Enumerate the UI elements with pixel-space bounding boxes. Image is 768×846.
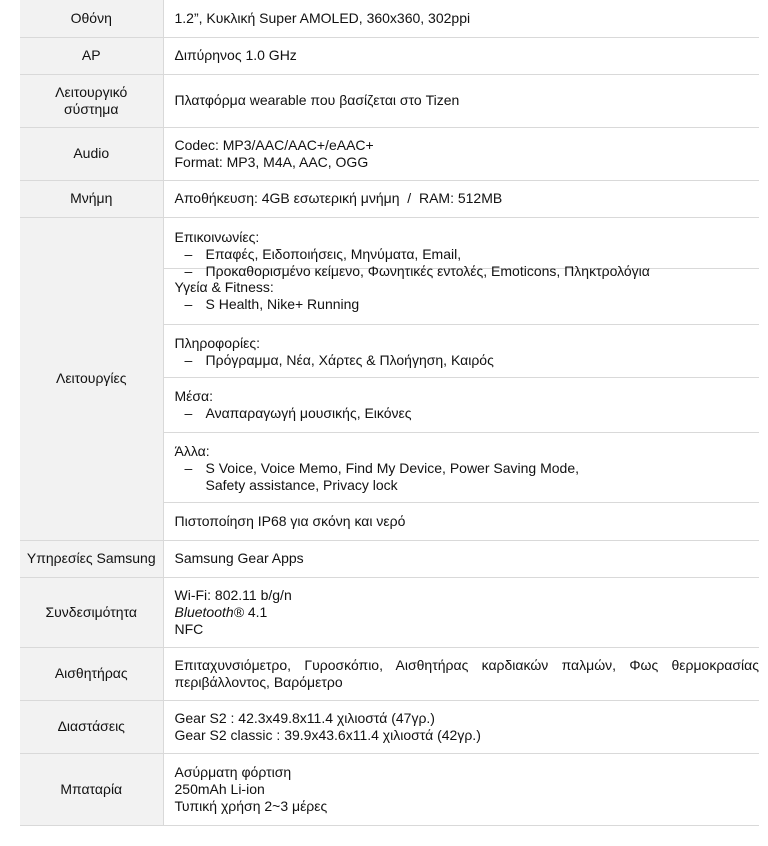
label-features: Λειτουργίες (20, 217, 163, 540)
sensors-text: Επιταχυνσιόμετρο, Γυροσκόπιο, Αισθητήρας καρδιακών παλμών, Φως θερμοκρασίας περιβάλλοντος, Βαρόμετρο (174, 656, 759, 690)
communications-title: Επικοινωνίες: (174, 228, 260, 245)
row-audio (20, 127, 759, 180)
health-title: Υγεία & Fitness: (174, 278, 274, 295)
dash-icon: – (184, 295, 193, 312)
row-os (20, 74, 759, 127)
label-os (20, 74, 163, 127)
dash-icon: – (184, 351, 193, 368)
list-item: – Πρόγραμμα, Νέα, Χάρτες & Πλοήγηση, Καιρός (184, 351, 494, 368)
row-connectivity (20, 577, 759, 647)
value-memory: Αποθήκευση: 4GB εσωτερική μνήμη / RAM: 512MB (163, 180, 759, 217)
list-item: Safety assistance, Privacy lock (205, 476, 398, 493)
value-sensors (163, 647, 759, 700)
row-features (20, 217, 759, 540)
label-display: Οθόνη (20, 0, 163, 37)
info-title: Πληροφορίες: (174, 334, 260, 351)
connectivity-nfc: NFC (174, 620, 204, 637)
row-display (20, 0, 759, 37)
value-dimensions (163, 700, 759, 753)
label-ap: AP (20, 37, 163, 74)
value-battery (163, 753, 759, 825)
label-dimensions: Διαστάσεις (20, 700, 163, 753)
label-memory: Μνήμη (20, 180, 163, 217)
certification-text: Πιστοποίηση IP68 για σκόνη και νερό (174, 512, 406, 529)
list-item: – Προκαθορισμένο κείμενο, Φωνητικές εντολές, Emoticons, Πληκτρολόγια (184, 262, 650, 279)
label-services: Υπηρεσίες Samsung (20, 540, 163, 577)
value-ap: Διπύρηνος 1.0 GHz (163, 37, 759, 74)
list-item: – Αναπαραγωγή μουσικής, Εικόνες (184, 404, 412, 421)
dash-icon: – (184, 262, 193, 279)
list-item: – Επαφές, Ειδοποιήσεις, Μηνύματα, Email, (184, 245, 462, 262)
list-item: – S Voice, Voice Memo, Find My Device, Power Saving Mode, (184, 459, 579, 476)
row-dimensions (20, 700, 759, 753)
value-os: Πλατφόρμα wearable που βασίζεται στο Tizen (163, 74, 759, 127)
row-sensors (20, 647, 759, 700)
value-display: 1.2”, Κυκλική Super AMOLED, 360x360, 302ppi (163, 0, 759, 37)
dash-icon: – (184, 459, 193, 476)
row-memory (20, 180, 759, 217)
features-info (164, 325, 760, 378)
battery-capacity: 250mAh Li-ion (174, 780, 265, 797)
features-media (164, 378, 760, 433)
connectivity-wifi: Wi-Fi: 802.11 b/g/n (174, 586, 292, 603)
audio-codec: Codec: MP3/AAC/AAC+/eAAC+ (174, 136, 374, 153)
label-connectivity: Συνδεσιμότητα (20, 577, 163, 647)
list-item: – S Health, Nike+ Running (184, 295, 360, 312)
label-os-line1: Λειτουργικό (55, 83, 128, 100)
value-connectivity (163, 577, 759, 647)
dimensions-s2: Gear S2 : 42.3x49.8x11.4 χιλιοστά (47γρ.) (174, 709, 435, 726)
features-certification (164, 503, 760, 540)
features-communications (164, 218, 760, 279)
dimensions-s2-classic: Gear S2 classic : 39.9x43.6x11.4 χιλιοστά (42γρ.) (174, 726, 481, 743)
audio-format: Format: MP3, M4A, AAC, OGG (174, 153, 369, 170)
value-audio (163, 127, 759, 180)
value-services: Samsung Gear Apps (163, 540, 759, 577)
battery-usage: Τυπική χρήση 2~3 μέρες (174, 797, 328, 814)
spec-table (20, 0, 759, 826)
battery-charging: Ασύρματη φόρτιση (174, 763, 292, 780)
label-sensors: Αισθητήρας (20, 647, 163, 700)
label-os-line2: σύστημα (64, 100, 119, 117)
media-title: Μέσα: (174, 387, 214, 404)
label-audio: Audio (20, 127, 163, 180)
connectivity-bluetooth: Bluetooth® 4.1 (174, 603, 268, 620)
features-other (164, 433, 760, 503)
dash-icon: – (184, 245, 193, 262)
row-services (20, 540, 759, 577)
dash-icon: – (184, 404, 193, 421)
other-title: Άλλα: (174, 442, 210, 459)
value-features (163, 217, 759, 540)
row-ap (20, 37, 759, 74)
row-battery (20, 753, 759, 825)
label-battery: Μπαταρία (20, 753, 163, 825)
